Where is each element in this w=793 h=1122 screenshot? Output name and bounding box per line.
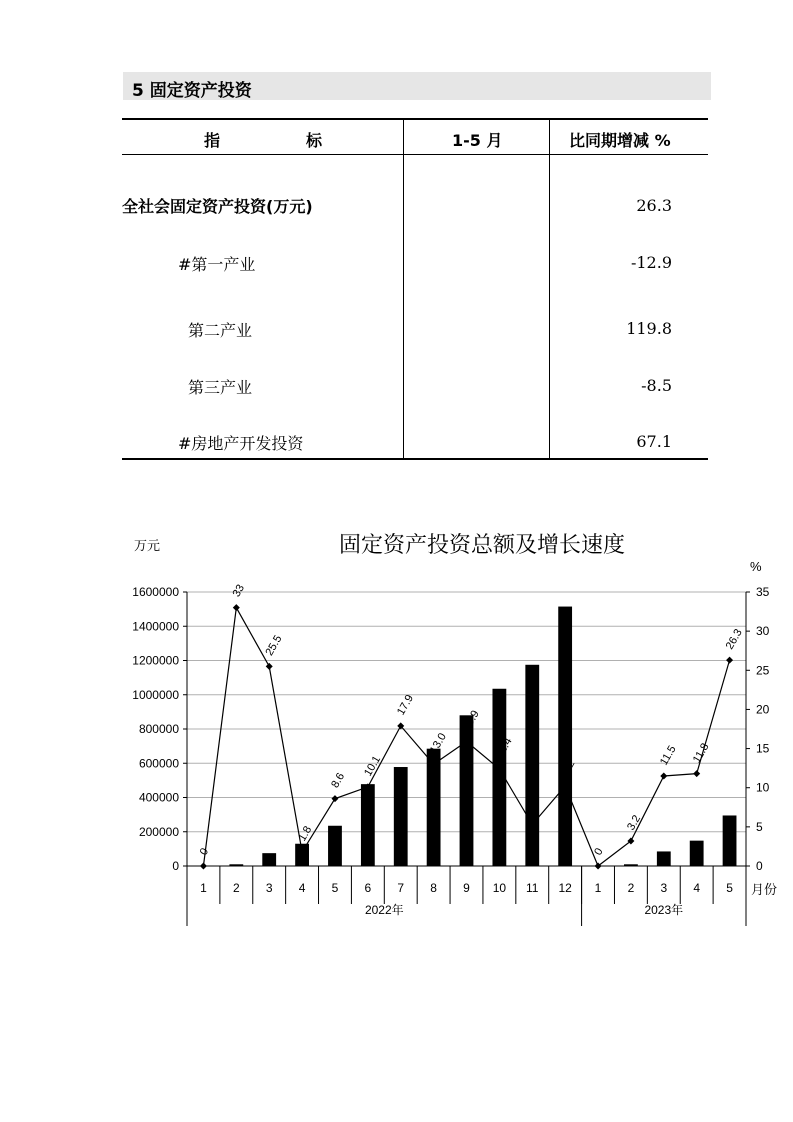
investment-table bbox=[122, 118, 708, 460]
group-label: 2022年 bbox=[364, 903, 404, 917]
right-tick-label: 15 bbox=[756, 741, 770, 756]
bar bbox=[558, 607, 572, 866]
x-tick-label: 4 bbox=[298, 881, 306, 895]
line-point bbox=[266, 663, 273, 670]
bar bbox=[460, 715, 474, 866]
row-label-total: 全社会固定资产投资(万元) bbox=[122, 197, 313, 216]
left-tick-label: 1200000 bbox=[132, 653, 179, 668]
right-tick-label: 20 bbox=[756, 702, 770, 717]
x-tick-label: 4 bbox=[693, 881, 701, 895]
x-tick-label: 2 bbox=[627, 881, 635, 895]
row-value-real-estate: 67.1 bbox=[636, 432, 672, 451]
left-tick-label: 0 bbox=[172, 859, 179, 873]
x-tick-label: 5 bbox=[726, 881, 733, 895]
right-tick-label: 10 bbox=[756, 780, 770, 795]
x-tick-label: 3 bbox=[660, 881, 668, 895]
right-tick-label: 0 bbox=[756, 859, 763, 873]
data-label: 26.3 bbox=[723, 627, 745, 652]
data-label: 13.0 bbox=[427, 731, 449, 756]
left-tick-label: 600000 bbox=[138, 756, 179, 771]
line-point bbox=[233, 604, 240, 611]
table-col-divider-2 bbox=[549, 118, 550, 460]
table-col-divider-1 bbox=[403, 118, 404, 460]
header-period: 1-5 月 bbox=[452, 131, 503, 150]
group-label: 2023年 bbox=[644, 903, 684, 917]
data-label: 11.5 bbox=[657, 743, 679, 768]
x-tick-label: 1 bbox=[200, 881, 207, 895]
line-point bbox=[660, 772, 667, 779]
right-tick-label: 25 bbox=[756, 663, 770, 678]
x-tick-label: 2 bbox=[232, 881, 240, 895]
data-label: 0.2 bbox=[559, 758, 578, 778]
data-label: 15.9 bbox=[460, 708, 482, 734]
bar bbox=[525, 665, 539, 866]
row-label-real-estate: #房地产开发投资 bbox=[178, 434, 304, 453]
left-tick-label: 200000 bbox=[138, 824, 179, 839]
section-header-bar bbox=[123, 72, 711, 100]
row-value-secondary: 119.8 bbox=[626, 319, 672, 338]
x-tick-label: 5 bbox=[331, 881, 339, 895]
table-header-rule bbox=[122, 154, 708, 155]
data-label: 1.8 bbox=[296, 824, 315, 844]
header-indicator-a: 指 bbox=[204, 131, 221, 150]
line-point bbox=[693, 770, 700, 777]
row-value-total: 26.3 bbox=[636, 196, 672, 215]
line-point bbox=[331, 795, 338, 802]
section-title: 5 固定资产投资 bbox=[132, 81, 252, 101]
data-label: 10.1 bbox=[362, 753, 384, 779]
row-label-tertiary: 第三产业 bbox=[188, 378, 253, 397]
left-tick-label: 400000 bbox=[138, 790, 179, 805]
table-bottom-rule bbox=[122, 458, 708, 460]
left-tick-label: 1400000 bbox=[132, 619, 179, 634]
data-label: 0 bbox=[197, 846, 212, 858]
data-label: 0 bbox=[592, 846, 606, 858]
bar bbox=[262, 853, 276, 866]
data-label: 3.2 bbox=[625, 813, 644, 833]
data-label: 25.5 bbox=[263, 633, 285, 658]
left-tick-label: 800000 bbox=[138, 722, 179, 736]
x-tick-label: 7 bbox=[397, 881, 405, 895]
x-axis-title: 月份 bbox=[751, 882, 778, 897]
header-indicator-b: 标 bbox=[306, 131, 323, 150]
line-point bbox=[726, 657, 733, 664]
x-tick-label: 10 bbox=[492, 881, 507, 895]
bar bbox=[328, 826, 342, 866]
left-tick-label: 1000000 bbox=[132, 687, 179, 702]
bar bbox=[394, 767, 408, 866]
right-tick-label: 5 bbox=[756, 819, 763, 834]
data-label: 33 bbox=[230, 582, 248, 600]
bar bbox=[723, 815, 737, 866]
data-label: 17.9 bbox=[394, 692, 417, 718]
x-tick-label: 9 bbox=[463, 881, 470, 895]
x-tick-label: 3 bbox=[265, 881, 273, 895]
header-change: 比同期增减 % bbox=[569, 131, 671, 150]
right-tick-label: 30 bbox=[756, 624, 770, 639]
row-label-primary: #第一产业 bbox=[178, 255, 256, 274]
row-value-primary: -12.9 bbox=[630, 253, 672, 272]
row-value-tertiary: -8.5 bbox=[641, 376, 672, 395]
table-top-rule bbox=[122, 118, 708, 120]
x-tick-label: 12 bbox=[558, 881, 572, 895]
bar bbox=[657, 851, 671, 866]
data-label: 3 bbox=[526, 804, 540, 817]
investment-chart bbox=[0, 500, 793, 940]
line-point bbox=[200, 863, 207, 870]
bar bbox=[690, 841, 704, 866]
x-tick-label: 6 bbox=[364, 881, 372, 895]
tick-labels bbox=[132, 583, 769, 917]
x-tick-label: 11 bbox=[526, 881, 539, 895]
x-tick-label: 8 bbox=[430, 881, 437, 895]
data-label: 8.6 bbox=[329, 770, 348, 791]
data-label: 12.4 bbox=[493, 735, 515, 761]
x-tick-label: 1 bbox=[594, 881, 602, 895]
right-axis-unit: % bbox=[750, 559, 762, 574]
right-tick-label: 35 bbox=[756, 585, 770, 599]
left-tick-label: 1600000 bbox=[132, 585, 179, 599]
data-label: 11.8 bbox=[690, 741, 712, 766]
bar bbox=[361, 784, 375, 866]
chart-title: 固定资产投资总额及增长速度 bbox=[338, 532, 626, 557]
row-label-secondary: 第二产业 bbox=[188, 321, 253, 340]
left-axis-unit: 万元 bbox=[134, 538, 161, 553]
